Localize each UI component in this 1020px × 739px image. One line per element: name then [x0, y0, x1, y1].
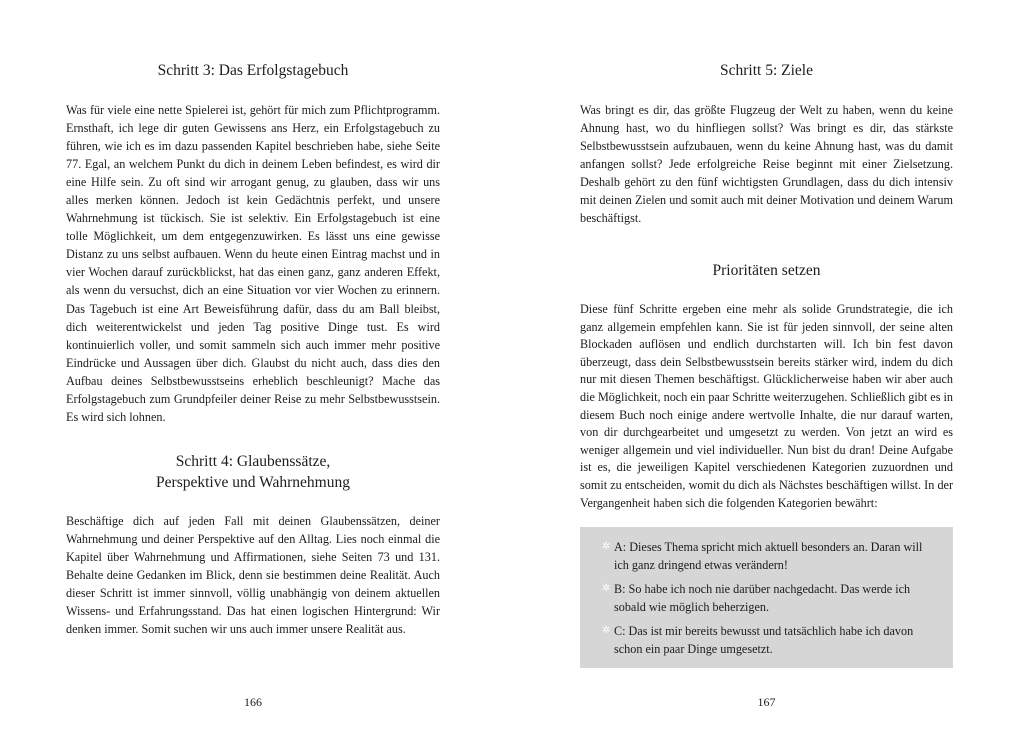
- left-page: [66, 0, 440, 739]
- page-number: 166: [244, 695, 262, 709]
- section-heading-prioritaeten: Prioritäten setzen: [712, 262, 821, 279]
- category-item-a: [602, 538, 937, 574]
- star-bullet-icon: ✲: [602, 583, 611, 594]
- paragraph-prioritaeten: Diese fünf Schritte ergeben eine mehr als solide Grundstrategie, die ich ganz allgemein empfehlen kann. Sie ist für jeden sinnvoll, der seine alten Blockaden auflösen und endlich durchstarten will. Ich bin fest davon überzeugt, dass dein Selbstbewusstsein bereits stärker wird, indem du dich nur mit diesen Themen beschäftigst. Glücklicherweise haben wir aber auch die Möglichkeit, noch ein paar Schritte weiterzugehen. Schließlich gibt es in diesem Buch noch einige andere wertvolle Inhalte, die nur darauf warten, von dir durchgearbeitet und umgesetzt zu werden. Von jetzt an wird es weniger allgemein und viel individueller. Nun bist du dran! Deine Aufgabe ist es, die jeweiligen Kapitel verschiedenen Kategorien zuzuordnen und somit zu entscheiden, womit du dich als Nächstes beschäftigen willst. In der Vergangenheit haben sich die folgenden Kategorien bewährt:: [580, 302, 953, 510]
- category-item-b: [602, 580, 937, 616]
- heading-line-1: Schritt 4: Glaubenssätze,: [175, 453, 331, 470]
- page-number: 167: [757, 695, 776, 709]
- paragraph-erfolgstagebuch: Was für viele eine nette Spielerei ist, gehört für mich zum Pflichtprogramm. Ernsthaft, ich lege dir guten Gewissens ans Herz, ein Erfolgstagebuch zu führen, wie ich es im dazu passenden Kapitel beschrieben habe, siehe Seite 77. Egal, an welchem Punkt du dich in deinem Leben befindest, es wird dir eine Hilfe sein. Zu oft sind wir arrogant genug, zu glauben, dass wir uns alles merken können. Jedoch ist kein Gedächtnis perfekt, und unsere Wahrnehmung ist tückisch. Sie ist selektiv. Ein Erfolgstagebuch ist eine tolle Möglichkeit, um dem entgegenzuwirken. Es lässt uns eine gewisse Distanz zu uns selbst aufbauen. Wenn du heute einen Eintrag machst und in vier Wochen darauf zurückblickst, hat das einen ganz, ganz anderen Effekt, als wenn du versuchst, dich an eine Situation vor vier Wochen zu erinnern. Das Tagebuch ist eine Art Beweisführung dafür, dass du am Ball bleibst, dich weiterentwickelst und jeden Tag positive Dinge tust. Es wird kontinuierlich voller, und somit sammeln sich auch immer mehr positive Eindrücke und Aussagen über dich. Glaubst du nicht auch, dass dies den Aufbau deines Selbstbewusstseins erheblich beschleunigt? Mache das Erfolgstagebuch zum Grundpfeiler deiner Reise zu mehr Selbstbewusstsein. Es wird sich lohnen.: [66, 103, 440, 424]
- section-heading-ziele: Schritt 5: Ziele: [720, 62, 813, 79]
- right-page: [580, 0, 953, 739]
- category-item-c: [602, 622, 937, 658]
- star-bullet-icon: ✲: [602, 541, 611, 552]
- category-box: [580, 527, 953, 668]
- category-text: A: Dieses Thema spricht mich aktuell besonders an. Daran will ich ganz dringend etwas verändern!: [614, 540, 923, 572]
- category-text: C: Das ist mir bereits bewusst und tatsächlich habe ich davon schon ein paar Dinge umgesetzt.: [614, 624, 914, 656]
- paragraph-glaubenssaetze: Beschäftige dich auf jeden Fall mit deinen Glaubenssätzen, deiner Wahrnehmung und deiner Perspektive auf den Alltag. Lies noch einmal die Kapitel über Wahrnehmung und Affirmationen, siehe Seiten 73 und 131. Behalte deine Gedanken im Blick, denn sie bestimmen deine Realität. Auch dieser Schritt ist immer sinnvoll, völlig unabhängig von deinem aktuellen Wissens- und Erfahrungsstand. Das hat einen logischen Hintergrund: Wir denken immer. Somit suchen wir uns auch immer unsere Realität aus.: [66, 514, 440, 637]
- section-heading-glaubenssaetze: [66, 451, 440, 493]
- star-bullet-icon: ✲: [602, 625, 611, 636]
- category-text: B: So habe ich noch nie darüber nachgedacht. Das werde ich sobald wie möglich beherzigen.: [614, 582, 911, 614]
- paragraph-ziele: Was bringt es dir, das größte Flugzeug der Welt zu haben, wenn du keine Ahnung hast, wo du hinfliegen sollst? Was bringt es dir, das stärkste Selbstbewusstsein aufzubauen, wenn du keine Ahnung hast, was du damit anfangen sollst? Jede erfolgreiche Reise beginnt mit einer Zielsetzung. Deshalb gehört zu den fünf wichtigsten Grundlagen, dass du dich intensiv mit deinen Zielen und somit auch mit deiner Motivation und deinem Warum beschäftigst.: [580, 103, 953, 226]
- section-heading-erfolgstagebuch: Schritt 3: Das Erfolgstagebuch: [157, 62, 349, 79]
- heading-line-2: Perspektive und Wahrnehmung: [156, 474, 350, 491]
